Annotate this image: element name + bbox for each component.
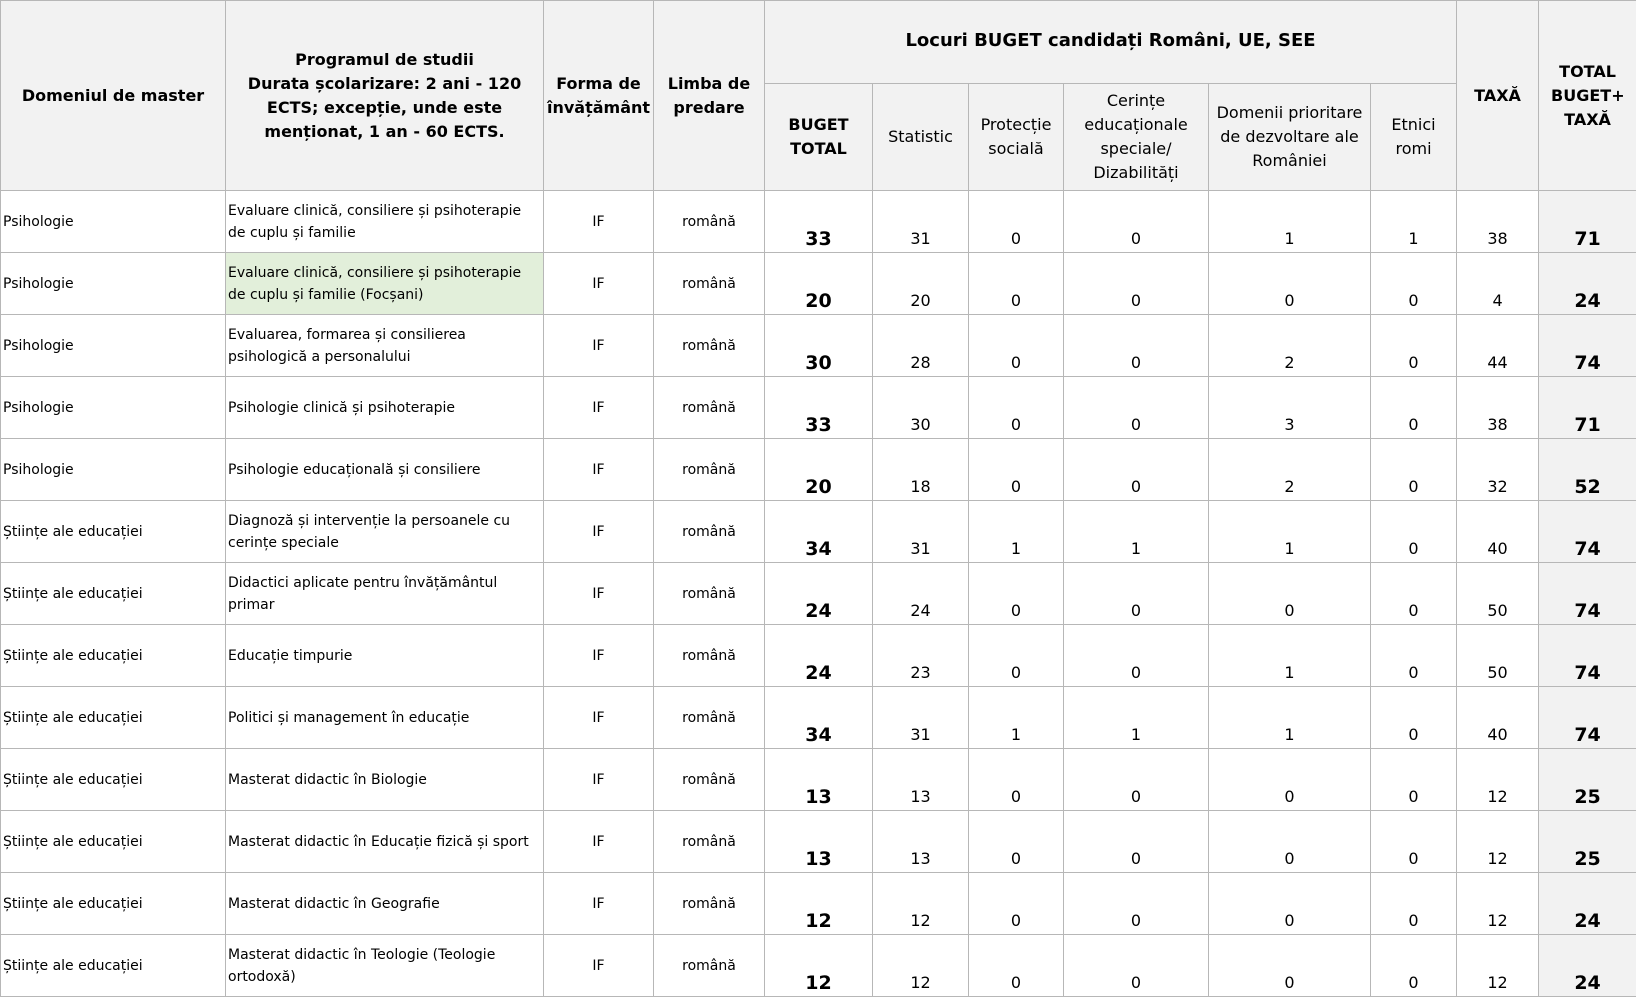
cell-limba: română (654, 377, 765, 439)
cell-cerinte: 0 (1064, 253, 1209, 315)
table-row (1, 315, 1636, 377)
cell-taxa: 40 (1457, 687, 1539, 749)
cell-domenii: 1 (1209, 501, 1371, 563)
cell-domeniu: Psihologie (1, 315, 226, 377)
cell-total: 24 (1539, 873, 1636, 935)
cell-buget-total: 20 (765, 439, 873, 501)
table-row (1, 811, 1636, 873)
cell-etnici: 0 (1371, 501, 1457, 563)
cell-total: 74 (1539, 315, 1636, 377)
cell-taxa: 32 (1457, 439, 1539, 501)
cell-taxa: 12 (1457, 935, 1539, 997)
cell-statistic: 31 (873, 191, 969, 253)
cell-domenii: 3 (1209, 377, 1371, 439)
cell-taxa: 4 (1457, 253, 1539, 315)
header-domenii: Domenii prioritare de dezvoltare ale României (1209, 84, 1371, 191)
cell-total: 24 (1539, 253, 1636, 315)
cell-total: 71 (1539, 377, 1636, 439)
cell-program: Educație timpurie (226, 625, 544, 687)
cell-etnici: 0 (1371, 687, 1457, 749)
header-taxa: TAXĂ (1457, 1, 1539, 191)
cell-taxa: 50 (1457, 563, 1539, 625)
cell-program: Masterat didactic în Teologie (Teologie ortodoxă) (226, 935, 544, 997)
cell-etnici: 1 (1371, 191, 1457, 253)
cell-cerinte: 0 (1064, 811, 1209, 873)
header-buget-total: BUGET TOTAL (765, 84, 873, 191)
cell-taxa: 12 (1457, 811, 1539, 873)
cell-forma: IF (544, 811, 654, 873)
cell-protectie: 1 (969, 687, 1064, 749)
cell-domeniu: Științe ale educației (1, 625, 226, 687)
table-row (1, 377, 1636, 439)
cell-statistic: 31 (873, 687, 969, 749)
cell-limba: română (654, 439, 765, 501)
cell-limba: română (654, 253, 765, 315)
header-limba: Limba de predare (654, 1, 765, 191)
cell-protectie: 0 (969, 811, 1064, 873)
cell-limba: română (654, 625, 765, 687)
cell-taxa: 44 (1457, 315, 1539, 377)
cell-protectie: 0 (969, 563, 1064, 625)
cell-cerinte: 0 (1064, 563, 1209, 625)
cell-domeniu: Științe ale educației (1, 563, 226, 625)
cell-cerinte: 1 (1064, 501, 1209, 563)
cell-domenii: 2 (1209, 315, 1371, 377)
cell-domeniu: Științe ale educației (1, 501, 226, 563)
cell-cerinte: 0 (1064, 625, 1209, 687)
cell-protectie: 0 (969, 253, 1064, 315)
cell-program: Psihologie clinică și psihoterapie (226, 377, 544, 439)
cell-forma: IF (544, 563, 654, 625)
cell-domenii: 1 (1209, 687, 1371, 749)
table-row (1, 687, 1636, 749)
cell-etnici: 0 (1371, 377, 1457, 439)
cell-program: Evaluare clinică, consiliere și psihoterapie de cuplu și familie (226, 191, 544, 253)
cell-taxa: 40 (1457, 501, 1539, 563)
cell-program: Evaluarea, formarea și consilierea psihologică a personalului (226, 315, 544, 377)
header-cerinte: Cerințe educaționale speciale/ Dizabilități (1064, 84, 1209, 191)
cell-buget-total: 34 (765, 687, 873, 749)
cell-program: Didactici aplicate pentru învățământul primar (226, 563, 544, 625)
cell-cerinte: 0 (1064, 315, 1209, 377)
cell-buget-total: 13 (765, 811, 873, 873)
cell-buget-total: 33 (765, 191, 873, 253)
header-etnici: Etnici romi (1371, 84, 1457, 191)
cell-forma: IF (544, 377, 654, 439)
cell-total: 25 (1539, 749, 1636, 811)
cell-domenii: 0 (1209, 811, 1371, 873)
cell-forma: IF (544, 439, 654, 501)
cell-domenii: 1 (1209, 191, 1371, 253)
cell-limba: română (654, 563, 765, 625)
cell-etnici: 0 (1371, 811, 1457, 873)
cell-limba: română (654, 687, 765, 749)
cell-limba: română (654, 749, 765, 811)
cell-taxa: 12 (1457, 873, 1539, 935)
cell-taxa: 12 (1457, 749, 1539, 811)
cell-statistic: 31 (873, 501, 969, 563)
cell-program: Masterat didactic în Biologie (226, 749, 544, 811)
cell-statistic: 24 (873, 563, 969, 625)
cell-program: Diagnoză și intervenție la persoanele cu cerințe speciale (226, 501, 544, 563)
cell-statistic: 30 (873, 377, 969, 439)
cell-statistic: 13 (873, 749, 969, 811)
cell-domenii: 2 (1209, 439, 1371, 501)
cell-protectie: 0 (969, 377, 1064, 439)
cell-taxa: 38 (1457, 191, 1539, 253)
cell-total: 52 (1539, 439, 1636, 501)
cell-domeniu: Științe ale educației (1, 873, 226, 935)
cell-limba: română (654, 873, 765, 935)
cell-etnici: 0 (1371, 563, 1457, 625)
table-row (1, 191, 1636, 253)
cell-cerinte: 0 (1064, 873, 1209, 935)
cell-cerinte: 0 (1064, 749, 1209, 811)
cell-total: 74 (1539, 501, 1636, 563)
cell-cerinte: 0 (1064, 935, 1209, 997)
cell-total: 71 (1539, 191, 1636, 253)
cell-total: 25 (1539, 811, 1636, 873)
cell-forma: IF (544, 935, 654, 997)
table-body (1, 191, 1636, 997)
table-row (1, 563, 1636, 625)
cell-protectie: 0 (969, 625, 1064, 687)
cell-cerinte: 0 (1064, 439, 1209, 501)
cell-domeniu: Științe ale educației (1, 749, 226, 811)
header-total: TOTAL BUGET+ TAXĂ (1539, 1, 1636, 191)
cell-taxa: 38 (1457, 377, 1539, 439)
cell-buget-total: 13 (765, 749, 873, 811)
cell-buget-total: 34 (765, 501, 873, 563)
header-program-note: Durata școlarizare: 2 ani - 120 ECTS; excepție, unde este menționat, 1 an - 60 ECTS. (247, 73, 522, 141)
cell-forma: IF (544, 191, 654, 253)
cell-limba: română (654, 315, 765, 377)
cell-statistic: 23 (873, 625, 969, 687)
table-row (1, 749, 1636, 811)
cell-forma: IF (544, 253, 654, 315)
cell-protectie: 0 (969, 749, 1064, 811)
cell-limba: română (654, 191, 765, 253)
header-domeniu: Domeniul de master (1, 1, 226, 191)
cell-total: 74 (1539, 563, 1636, 625)
cell-statistic: 20 (873, 253, 969, 315)
cell-forma: IF (544, 625, 654, 687)
cell-program: Evaluare clinică, consiliere și psihoterapie de cuplu și familie (Focșani) (226, 253, 544, 315)
cell-domeniu: Științe ale educației (1, 811, 226, 873)
cell-protectie: 0 (969, 439, 1064, 501)
cell-buget-total: 24 (765, 563, 873, 625)
cell-etnici: 0 (1371, 873, 1457, 935)
cell-domeniu: Psihologie (1, 191, 226, 253)
header-protectie: Protecție socială (969, 84, 1064, 191)
header-forma: Forma de învățământ (544, 1, 654, 191)
cell-limba: română (654, 811, 765, 873)
cell-statistic: 12 (873, 873, 969, 935)
cell-forma: IF (544, 749, 654, 811)
cell-domenii: 0 (1209, 935, 1371, 997)
header-locuri-buget: Locuri BUGET candidați Români, UE, SEE (765, 1, 1457, 84)
cell-domenii: 1 (1209, 625, 1371, 687)
cell-total: 74 (1539, 687, 1636, 749)
cell-etnici: 0 (1371, 439, 1457, 501)
cell-forma: IF (544, 501, 654, 563)
cell-total: 24 (1539, 935, 1636, 997)
cell-etnici: 0 (1371, 749, 1457, 811)
cell-forma: IF (544, 687, 654, 749)
cell-taxa: 50 (1457, 625, 1539, 687)
cell-program: Psihologie educațională și consiliere (226, 439, 544, 501)
cell-domeniu: Științe ale educației (1, 935, 226, 997)
cell-buget-total: 30 (765, 315, 873, 377)
cell-domenii: 0 (1209, 749, 1371, 811)
cell-cerinte: 0 (1064, 377, 1209, 439)
header-program-title: Programul de studii (295, 49, 474, 69)
table-row (1, 873, 1636, 935)
cell-program: Politici și management în educație (226, 687, 544, 749)
cell-program: Masterat didactic în Educație fizică și sport (226, 811, 544, 873)
cell-domenii: 0 (1209, 563, 1371, 625)
cell-buget-total: 12 (765, 935, 873, 997)
cell-statistic: 13 (873, 811, 969, 873)
cell-domeniu: Psihologie (1, 253, 226, 315)
cell-buget-total: 12 (765, 873, 873, 935)
table-row (1, 625, 1636, 687)
table-row (1, 253, 1636, 315)
cell-protectie: 0 (969, 315, 1064, 377)
table-row (1, 439, 1636, 501)
cell-etnici: 0 (1371, 625, 1457, 687)
cell-total: 74 (1539, 625, 1636, 687)
cell-protectie: 1 (969, 501, 1064, 563)
cell-limba: română (654, 935, 765, 997)
cell-cerinte: 1 (1064, 687, 1209, 749)
cell-protectie: 0 (969, 191, 1064, 253)
table-row (1, 501, 1636, 563)
cell-limba: română (654, 501, 765, 563)
header-program (226, 1, 544, 191)
cell-statistic: 28 (873, 315, 969, 377)
cell-etnici: 0 (1371, 935, 1457, 997)
header-statistic: Statistic (873, 84, 969, 191)
cell-buget-total: 33 (765, 377, 873, 439)
cell-domeniu: Psihologie (1, 439, 226, 501)
cell-statistic: 12 (873, 935, 969, 997)
cell-forma: IF (544, 315, 654, 377)
cell-domeniu: Științe ale educației (1, 687, 226, 749)
cell-forma: IF (544, 873, 654, 935)
cell-protectie: 0 (969, 935, 1064, 997)
cell-domenii: 0 (1209, 873, 1371, 935)
table-row (1, 935, 1636, 997)
cell-protectie: 0 (969, 873, 1064, 935)
cell-domeniu: Psihologie (1, 377, 226, 439)
cell-domenii: 0 (1209, 253, 1371, 315)
cell-etnici: 0 (1371, 315, 1457, 377)
cell-buget-total: 20 (765, 253, 873, 315)
cell-buget-total: 24 (765, 625, 873, 687)
cell-program: Masterat didactic în Geografie (226, 873, 544, 935)
cell-statistic: 18 (873, 439, 969, 501)
cell-cerinte: 0 (1064, 191, 1209, 253)
cell-etnici: 0 (1371, 253, 1457, 315)
